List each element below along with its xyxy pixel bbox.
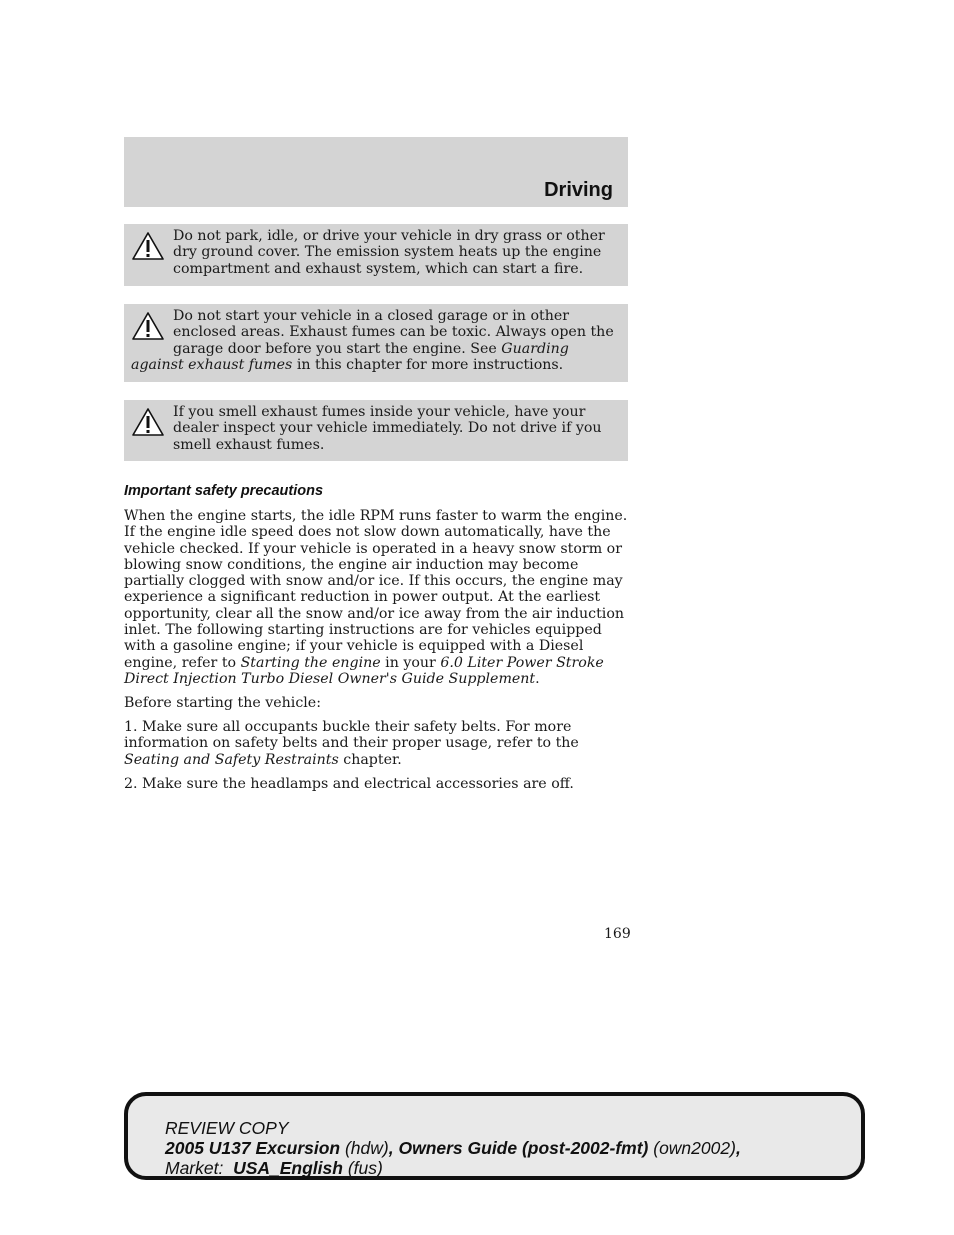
review-copy-label: REVIEW COPY (165, 1118, 289, 1138)
footer-guide: Owners Guide (post-2002-fmt) (398, 1138, 649, 1158)
footer-market-line (165, 1158, 851, 1178)
body-text: . (535, 670, 540, 687)
warning-triangle-icon (131, 311, 165, 341)
section-heading: Important safety precautions (124, 483, 324, 499)
cross-reference-link[interactable]: Starting the engine (240, 654, 381, 671)
footer-market-code: (fus) (342, 1158, 383, 1178)
cross-reference-link[interactable]: Seating and Safety Restraints (124, 751, 339, 768)
footer-separator: , (388, 1138, 399, 1158)
footer-model: 2005 U137 Excursion (165, 1138, 341, 1158)
body-paragraph (124, 508, 628, 687)
step-2: 2. Make sure the headlamps and electrical accessories are off. (124, 776, 574, 792)
footer-market-label: Market: (165, 1158, 234, 1178)
footer-model-code: (hdw) (340, 1138, 389, 1158)
chapter-title: Driving (544, 179, 613, 201)
warning-box-exhaust-smell (124, 400, 628, 461)
before-starting-text: Before starting the vehicle: (124, 695, 321, 711)
warning-text: Do not park, idle, or drive your vehicle in dry grass or other dry ground cover. The emission system heats up the engine compartment and exhaust system, which can start a fire. (173, 228, 605, 277)
supplement-reference: 6.0 Liter Power Stroke Direct Injection Turbo Diesel Owner's Guide Supplement (124, 654, 604, 687)
footer-document-line (165, 1138, 851, 1158)
review-copy-footer (124, 1092, 865, 1180)
warning-text: If you smell exhaust fumes inside your vehicle, have your dealer inspect your vehicle immediately. Do not drive if you smell exhaust fumes. (173, 404, 602, 453)
cross-reference-link[interactable]: Guarding against exhaust fumes (131, 340, 569, 374)
warning-triangle-icon (131, 231, 165, 261)
warning-box-dry-grass (124, 224, 628, 286)
warning-triangle-icon (131, 407, 165, 437)
warning-text: in this chapter for more instructions. (292, 357, 564, 374)
footer-guide-code: (own2002) (648, 1138, 736, 1158)
warning-box-closed-garage (124, 304, 628, 382)
step-text: chapter. (338, 751, 402, 768)
warning-text: Do not start your vehicle in a closed garage or in other enclosed areas. Exhaust fumes can be toxic. Always open the garage door before you start the engine. See (173, 308, 614, 357)
body-text: When the engine starts, the idle RPM runs faster to warm the engine. If the engine idle speed does not slow down automatically, have the vehicle checked. If your vehicle is operated in a heavy snow storm or blowing snow conditions, the engine air induction may become partially clogged with snow and/or ice. If this occurs, the engine may experience a significant reduction in power output. At the earliest opportunity, clear all the snow and/or ice away from the air induction inlet. The following starting instructions are for vehicles equipped with a gasoline engine; if your vehicle is equipped with a Diesel engine, refer to (124, 508, 628, 671)
step-text: 1. Make sure all occupants buckle their safety belts. For more information on safety belts and their proper usage, refer to the (124, 719, 579, 752)
footer-market: USA_English (233, 1158, 343, 1178)
step-1 (124, 719, 628, 768)
footer-separator: , (735, 1138, 741, 1158)
chapter-header-bar (124, 137, 628, 207)
page-number: 169 (604, 926, 631, 942)
body-text: in your (380, 654, 441, 671)
